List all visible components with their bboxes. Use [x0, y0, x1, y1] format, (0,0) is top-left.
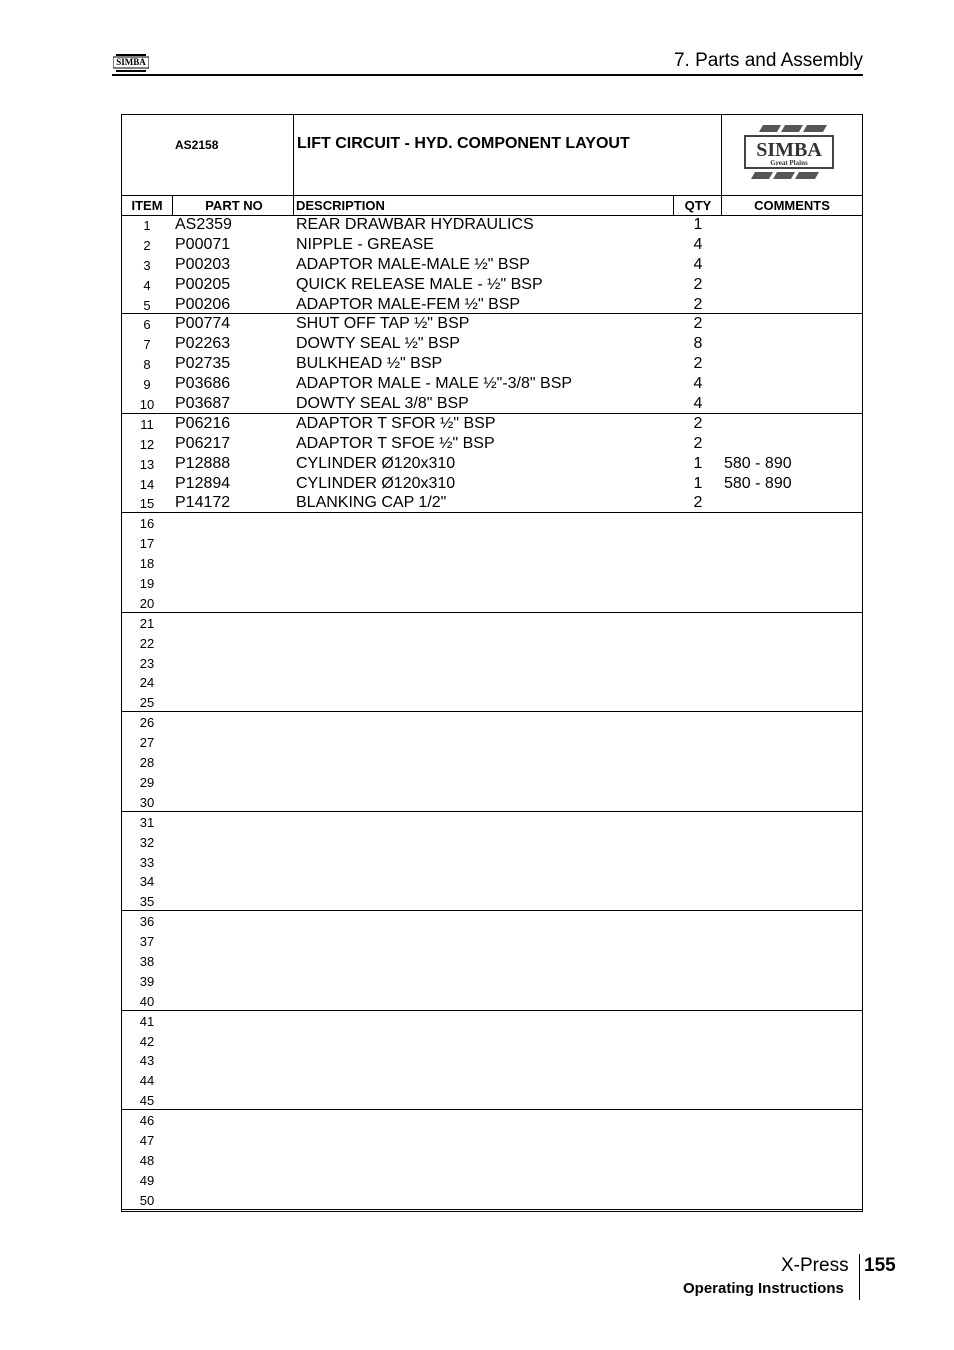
assembly-code: AS2158: [175, 138, 219, 152]
item-number: 47: [139, 1132, 155, 1148]
svg-text:SIMBA: SIMBA: [756, 139, 822, 161]
item-number: 1: [143, 218, 151, 233]
item-number: 15: [139, 496, 155, 512]
item-number: 21: [139, 615, 155, 631]
part-quantity: 4: [693, 235, 703, 253]
col-item: ITEM: [131, 198, 163, 213]
page-number: 155: [864, 1255, 896, 1276]
table-row: [122, 314, 862, 334]
table-row: [122, 772, 862, 792]
item-number: 45: [139, 1093, 155, 1109]
table-row: [122, 454, 862, 474]
table-row: [122, 334, 862, 354]
item-number: 19: [139, 576, 155, 592]
table-row: [122, 215, 862, 235]
table-row: [122, 852, 862, 872]
product-name: X-Press: [781, 1255, 849, 1276]
table-row: [122, 792, 862, 812]
table-row: [122, 1070, 862, 1090]
part-description: CYLINDER Ø120x310: [296, 454, 456, 472]
part-number: P00774: [175, 315, 231, 333]
part-description: BLANKING CAP 1/2": [296, 494, 447, 512]
item-number: 14: [139, 476, 155, 492]
part-description: REAR DRAWBAR HYDRAULICS: [296, 216, 534, 233]
table-row: [122, 553, 862, 573]
table-row: [122, 931, 862, 951]
part-description: ADAPTOR MALE-FEM ½" BSP: [296, 295, 521, 313]
table-row: [122, 235, 862, 255]
item-number: 49: [139, 1172, 155, 1188]
table-row: [122, 414, 862, 434]
table-row: [122, 712, 862, 732]
part-description: ADAPTOR T SFOR ½" BSP: [296, 414, 496, 432]
table-row: [122, 1170, 862, 1190]
table-row: [122, 832, 862, 852]
table-row: [122, 891, 862, 911]
part-number: P00071: [175, 235, 231, 253]
part-number: P00205: [175, 275, 231, 293]
item-number: 3: [143, 257, 151, 273]
item-number: 7: [143, 337, 151, 353]
part-quantity: 1: [693, 474, 703, 492]
simba-great-plains-logo-icon: [741, 125, 837, 181]
table-row: [122, 971, 862, 991]
item-number: 6: [143, 317, 151, 333]
part-description: QUICK RELEASE MALE - ½" BSP: [296, 275, 543, 293]
part-number: P00203: [175, 255, 231, 273]
item-number: 30: [139, 794, 155, 810]
table-row: [122, 1031, 862, 1051]
item-number: 8: [143, 357, 151, 373]
part-quantity: 2: [693, 355, 703, 373]
part-comment: 580 - 890: [724, 474, 792, 492]
parts-sheet: [121, 114, 863, 1212]
item-number: 29: [139, 774, 155, 790]
title-block: [122, 115, 862, 195]
part-number: P06216: [175, 414, 231, 432]
table-row: [122, 1011, 862, 1031]
document-subtitle: Operating Instructions: [683, 1280, 844, 1297]
item-number: 17: [139, 536, 155, 552]
item-number: 24: [139, 675, 155, 691]
part-description: BULKHEAD ½" BSP: [296, 355, 443, 373]
item-number: 20: [139, 595, 155, 611]
table-row: [122, 752, 862, 772]
table-row: [122, 871, 862, 891]
col-sep-desc: [673, 195, 674, 215]
table-row: [122, 255, 862, 275]
item-number: 16: [139, 516, 155, 532]
part-quantity: 2: [693, 315, 703, 333]
item-number: 23: [139, 655, 155, 671]
item-number: 10: [139, 397, 155, 413]
table-row: [122, 1130, 862, 1150]
item-number: 5: [143, 297, 151, 313]
item-number: 9: [143, 377, 151, 393]
part-quantity: 1: [693, 454, 703, 472]
table-row: [122, 951, 862, 971]
part-quantity: 4: [693, 375, 703, 393]
col-comments: COMMENTS: [754, 198, 830, 213]
part-number: P12888: [175, 454, 231, 472]
part-number: P02735: [175, 355, 231, 373]
part-number: AS2359: [175, 216, 232, 233]
footer-divider: [859, 1254, 860, 1300]
table-row: [122, 1110, 862, 1130]
item-number: 11: [140, 416, 154, 432]
item-number: 27: [139, 735, 155, 751]
part-quantity: 1: [693, 216, 703, 233]
item-number: 50: [139, 1192, 155, 1208]
table-row: [122, 394, 862, 414]
table-row: [122, 991, 862, 1011]
part-number: P12894: [175, 474, 231, 492]
title-divider-right: [721, 115, 722, 195]
part-description: ADAPTOR MALE-MALE ½" BSP: [296, 255, 530, 273]
part-description: DOWTY SEAL ½" BSP: [296, 335, 460, 353]
header-divider: [112, 74, 863, 76]
parts-table-body: [122, 215, 862, 1210]
part-quantity: 2: [693, 494, 703, 512]
item-number: 18: [139, 556, 155, 572]
col-qty: QTY: [684, 198, 712, 213]
title-divider-left: [293, 115, 294, 195]
part-number: P14172: [175, 494, 231, 512]
item-number: 48: [139, 1152, 155, 1168]
table-row: [122, 295, 862, 315]
item-number: 34: [139, 874, 155, 890]
item-number: 13: [139, 456, 155, 472]
col-sep-item: [172, 195, 173, 215]
part-description: ADAPTOR T SFOE ½" BSP: [296, 434, 495, 452]
table-row: [122, 672, 862, 692]
item-number: 26: [139, 715, 155, 731]
part-quantity: 8: [693, 335, 703, 353]
svg-text:SIMBA: SIMBA: [116, 57, 146, 67]
part-description: DOWTY SEAL 3/8" BSP: [296, 395, 469, 413]
item-number: 44: [139, 1073, 155, 1089]
section-title: 7. Parts and Assembly: [673, 50, 863, 71]
part-number: P02263: [175, 335, 231, 353]
table-row: [122, 692, 862, 712]
simba-logo-icon: [113, 54, 149, 74]
part-number: P06217: [175, 434, 231, 452]
table-row: [122, 474, 862, 494]
table-row: [122, 593, 862, 613]
table-row: [122, 513, 862, 533]
table-row: [122, 812, 862, 832]
col-description: DESCRIPTION: [296, 198, 385, 213]
item-number: 46: [139, 1113, 155, 1129]
table-row: [122, 573, 862, 593]
part-description: ADAPTOR MALE - MALE ½"-3/8" BSP: [296, 375, 573, 393]
part-quantity: 4: [693, 395, 703, 413]
part-number: P00206: [175, 295, 231, 313]
table-row: [122, 732, 862, 752]
item-number: 40: [139, 993, 155, 1009]
part-quantity: 2: [693, 275, 703, 293]
part-quantity: 4: [693, 255, 703, 273]
part-quantity: 2: [693, 434, 703, 452]
item-number: 41: [139, 1013, 155, 1029]
table-row: [122, 374, 862, 394]
item-number: 4: [143, 277, 151, 293]
item-number: 32: [139, 834, 155, 850]
item-number: 37: [139, 934, 155, 950]
col-part-no: PART NO: [205, 198, 263, 213]
column-headers: [122, 195, 862, 216]
col-sep-part: [293, 195, 294, 215]
table-row: [122, 911, 862, 931]
part-description: SHUT OFF TAP ½" BSP: [296, 315, 470, 333]
table-row: [122, 434, 862, 454]
table-row: [122, 1190, 862, 1210]
assembly-title: LIFT CIRCUIT - HYD. COMPONENT LAYOUT: [297, 135, 630, 152]
item-number: 2: [143, 237, 151, 253]
item-number: 22: [139, 635, 155, 651]
table-row: [122, 493, 862, 513]
part-quantity: 2: [693, 295, 703, 313]
item-number: 36: [139, 914, 155, 930]
col-sep-qty: [721, 195, 722, 215]
item-number: 42: [139, 1033, 155, 1049]
item-number: 35: [139, 894, 155, 910]
part-description: CYLINDER Ø120x310: [296, 474, 456, 492]
item-number: 43: [139, 1053, 155, 1069]
svg-text:Great Plains: Great Plains: [770, 159, 808, 167]
table-row: [122, 275, 862, 295]
item-number: 31: [139, 814, 155, 830]
table-row: [122, 653, 862, 673]
part-number: P03687: [175, 395, 231, 413]
part-comment: 580 - 890: [724, 454, 792, 472]
table-row: [122, 1150, 862, 1170]
part-description: NIPPLE - GREASE: [296, 235, 434, 253]
item-number: 28: [139, 755, 155, 771]
table-row: [122, 1050, 862, 1070]
item-number: 33: [139, 854, 155, 870]
table-row: [122, 613, 862, 633]
item-number: 38: [139, 953, 155, 969]
part-quantity: 2: [693, 414, 703, 432]
item-number: 12: [139, 436, 155, 452]
item-number: 25: [139, 695, 155, 711]
table-row: [122, 354, 862, 374]
table-row: [122, 1090, 862, 1110]
item-number: 39: [139, 973, 155, 989]
part-number: P03686: [175, 375, 231, 393]
table-row: [122, 533, 862, 553]
table-row: [122, 633, 862, 653]
